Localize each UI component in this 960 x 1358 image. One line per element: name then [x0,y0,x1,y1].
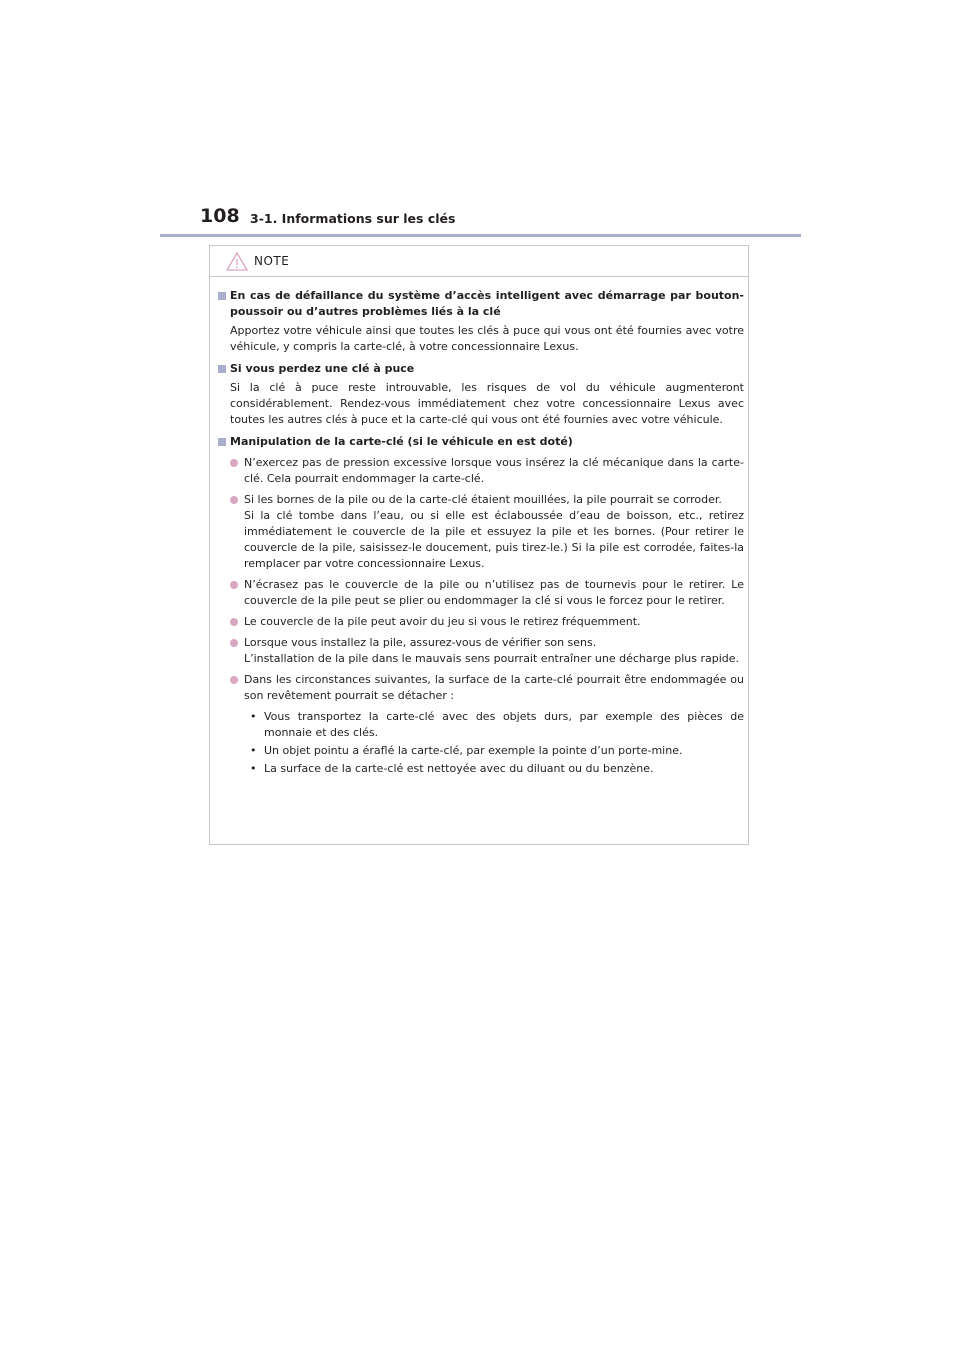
warning-triangle-icon [226,252,248,271]
section-text: Apportez votre véhicule ainsi que toutes les clés à puce qui vous ont été fournies avec votre véhicule, y compris la carte-clé, à votre concessionnaire Lexus. [230,324,744,353]
page-number: 108 [200,205,240,227]
sub-list-item: • La surface de la carte-clé est nettoyée avec du diluant ou du benzène. [250,762,654,775]
sub-list-item: • Vous transportez la carte-clé avec des objets durs, par exemple des pièces de monnaie et des clés. [250,710,744,739]
list-item: N’écrasez pas le couvercle de la pile ou n’utilisez pas de tournevis pour le retirer. Le couvercle de la pile peut se plier ou endommager la clé si vous le forcez pour le retirer. [218,577,744,609]
circle-bullet-icon [230,496,238,504]
sub-bullet-marker: • [250,710,257,723]
circle-bullet-icon [230,581,238,589]
list-item: Si les bornes de la pile ou de la carte-clé étaient mouillées, la pile pourrait se corroder. Si la clé tombe dans l’eau, ou si elle est éclaboussée d’eau de boisson, etc., retirez immédiatement le couvercle de la pile et essuyez la pile et les bornes. (Pour retirer le couvercle de la pile, saisissez-le doucement, puis tirez-le.) Si la pile est corrodée, faites-la remplacer par votre concessionnaire Lexus. [218,492,744,572]
square-bullet-icon [218,438,226,446]
list-item: Lorsque vous installez la pile, assurez-vous de vérifier son sens. L’installation de la pile dans le mauvais sens pourrait entraîner une décharge plus rapide. [218,635,744,667]
list-item: Le couvercle de la pile peut avoir du jeu si vous le retirez fréquemment. [218,614,744,630]
list-item: Dans les circonstances suivantes, la surface de la carte-clé pourrait être endommagée ou son revêtement pourrait se détacher : [218,672,744,704]
section-text: Si la clé à puce reste introuvable, les risques de vol du véhicule augmenteront considérablement. Rendez-vous immédiatement chez votre concessionnaire Lexus avec toutes les autres clés à puce et la carte-clé qui vous ont été fournies avec votre véhicule. [230,381,744,426]
note-header [210,246,748,277]
list-item: N’exercez pas de pression excessive lorsque vous insérez la clé mécanique dans la carte-clé. Cela pourrait endommager la carte-clé. [218,455,744,487]
page-header [160,202,801,237]
section-heading: Si vous perdez une clé à puce [218,361,744,377]
circle-bullet-icon [230,459,238,467]
section-heading: Manipulation de la carte-clé (si le véhicule en est doté) [218,434,744,450]
sub-bullet-marker: • [250,744,257,757]
circle-bullet-icon [230,676,238,684]
note-label: NOTE [254,254,290,268]
sub-bullet-marker: • [250,762,257,775]
circle-bullet-icon [230,639,238,647]
section-title: 3-1. Informations sur les clés [250,211,456,226]
note-box [209,245,749,845]
square-bullet-icon [218,365,226,373]
section-heading: En cas de défaillance du système d’accès intelligent avec démarrage par bouton-poussoir ou d’autres problèmes liés à la clé [218,288,744,320]
note-body [218,288,744,777]
square-bullet-icon [218,292,226,300]
sub-list-item: • Un objet pointu a éraflé la carte-clé, par exemple la pointe d’un porte-mine. [250,744,683,757]
circle-bullet-icon [230,618,238,626]
